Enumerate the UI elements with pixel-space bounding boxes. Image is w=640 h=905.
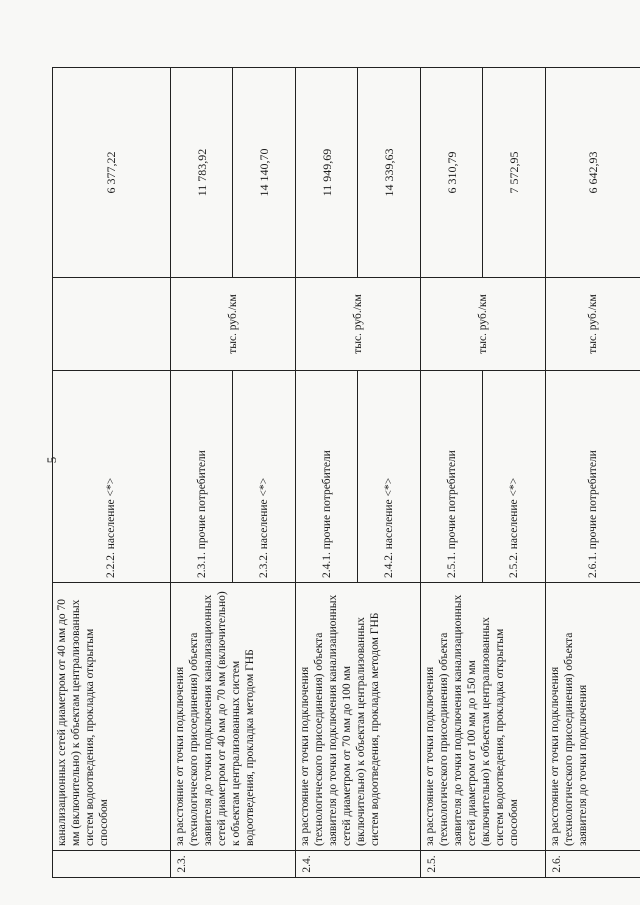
row-unit: тыс. руб./км — [545, 278, 640, 371]
row-unit: тыс. руб./км — [295, 278, 420, 371]
table-row — [170, 68, 233, 878]
row-category: 2.6.1. прочие потребители — [545, 371, 640, 583]
row-value: 6 310,79 — [420, 68, 483, 278]
row-value: 7 572,95 — [483, 68, 546, 278]
row-description: канализационных сетей диаметром от 40 мм до 70 мм (включительно) к объектам централизованных систем водоотведения, прокладка открытым способом — [53, 583, 171, 851]
row-category: 2.4.1. прочие потребители — [295, 371, 358, 583]
table-row — [420, 68, 483, 878]
row-category: 2.3.1. прочие потребители — [170, 371, 233, 583]
tariff-table — [52, 67, 640, 878]
row-category: 2.4.2. население <*> — [358, 371, 421, 583]
row-unit: тыс. руб./км — [420, 278, 545, 371]
row-description: за расстояние от точки подключения (технологического присоединения) объекта заявителя до точки подключения — [545, 583, 640, 851]
row-number: 2.4. — [295, 851, 420, 878]
row-category: 2.5.1. прочие потребители — [420, 371, 483, 583]
row-number: 2.3. — [170, 851, 295, 878]
page-number: 5 — [44, 456, 59, 464]
row-description: за расстояние от точки подключения (технологического присоединения) объекта заявителя до точки подключения канализационных сетей диаметром от 40 мм до 70 мм (включительно) к объектам централизованных систем водоотведения, прокладка методом ГНБ — [170, 583, 295, 851]
row-number — [53, 851, 171, 878]
row-value: 6 642,93 — [545, 68, 640, 278]
row-category: 2.5.2. население <*> — [483, 371, 546, 583]
row-unit — [53, 278, 171, 371]
table-row — [295, 68, 358, 878]
row-description: за расстояние от точки подключения (технологического присоединения) объекта заявителя до точки подключения канализационных сетей диаметром от 70 мм до 100 мм (включительно) к объектам централизованных систем водоотведения, прокладка методом ГНБ — [295, 583, 420, 851]
row-value: 14 339,63 — [358, 68, 421, 278]
row-number: 2.6. — [545, 851, 640, 878]
row-category: 2.3.2. население <*> — [233, 371, 296, 583]
row-number: 2.5. — [420, 851, 545, 878]
row-description: за расстояние от точки подключения (технологического присоединения) объекта заявителя до точки подключения канализационных сетей диаметром от 100 мм до 150 мм (включительно) к объектам централизованных систем водоотведения, прокладка открытым способом — [420, 583, 545, 851]
rotated-table-container — [52, 68, 640, 878]
table-row — [545, 68, 640, 878]
row-value: 14 140,70 — [233, 68, 296, 278]
row-unit: тыс. руб./км — [170, 278, 295, 371]
row-value: 11 949,69 — [295, 68, 358, 278]
row-category: 2.2.2. население <*> — [53, 371, 171, 583]
row-value: 11 783,92 — [170, 68, 233, 278]
row-value: 6 377,22 — [53, 68, 171, 278]
table-row — [53, 68, 171, 878]
